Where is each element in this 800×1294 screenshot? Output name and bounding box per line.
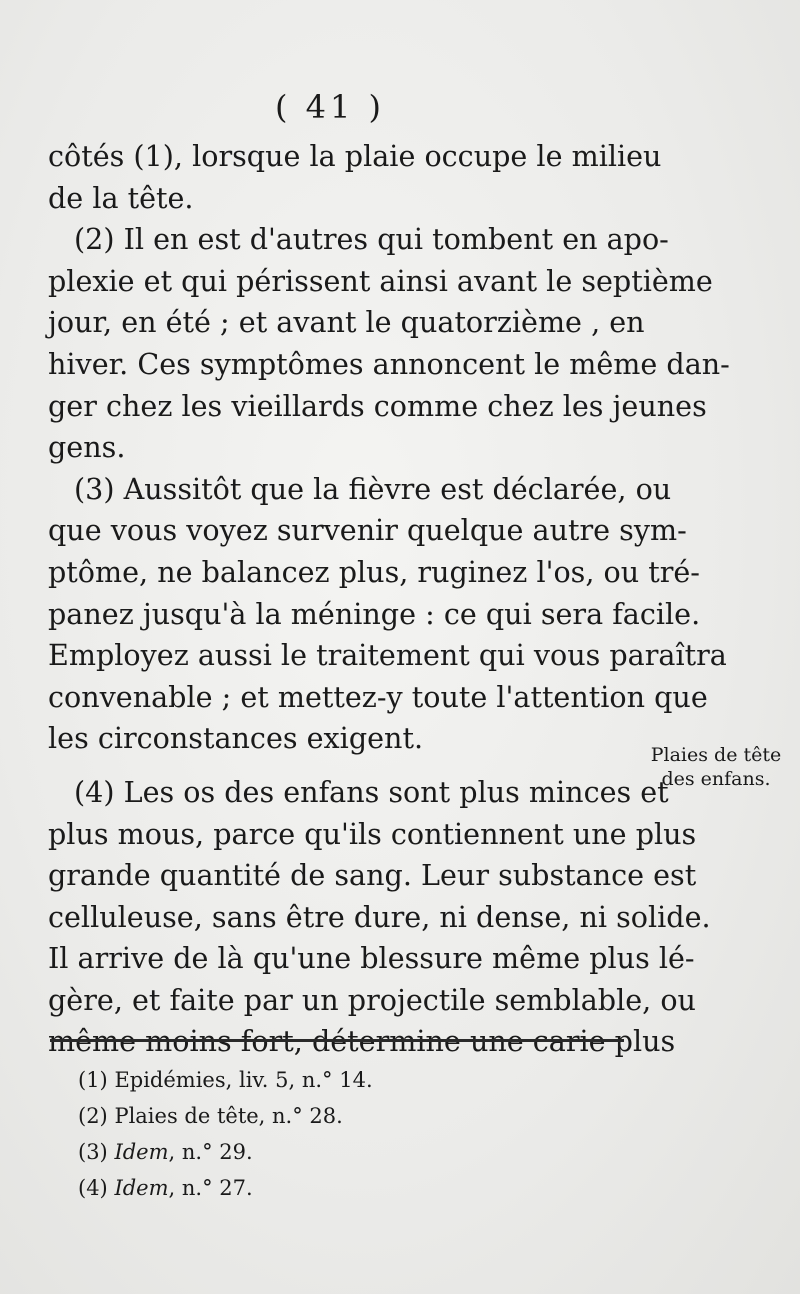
text-line: ptôme, ne balancez plus, ruginez l'os, ou tré- [48,554,700,589]
page-number: ( 41 ) [274,88,386,126]
text-line: (4) Les os des enfans sont plus minces et [74,774,669,809]
text-line: hiver. Ces symptômes annoncent le même dan- [48,346,730,381]
text-line: plexie et qui périssent ainsi avant le septième [48,263,713,298]
text-line: de la tête. [48,180,194,215]
text-line: (2) Il en est d'autres qui tombent en apo- [74,222,669,257]
footnote-ref: Idem [114,1176,169,1200]
margin-note [636,743,796,791]
footnote-mark: (1) [78,1068,108,1092]
footnote-text: , n.° 27. [168,1176,253,1200]
text-line: Il arrive de là qu'une blessure même plus lé- [48,941,695,976]
text-line: plus mous, parce qu'ils contiennent une plus [48,816,697,851]
text-line: celluleuse, sans être dure, ni dense, ni solide. [48,899,711,934]
footnote-ref: Idem [114,1140,169,1164]
text-line: grande quantité de sang. Leur substance est [48,858,697,893]
footnotes [78,1062,578,1206]
text-line: même moins fort, détermine une carie plus [48,1024,676,1059]
margin-note-line: Plaies de tête [650,744,782,766]
margin-note-line: des enfans. [661,768,771,790]
footnote-text: , n.° 29. [168,1140,253,1164]
footnote-text: Epidémies, liv. 5, n.° 14. [114,1068,373,1092]
footnote-4 [78,1170,578,1206]
footnote-rule [50,1039,624,1042]
text-line: que vous voyez survenir quelque autre sym- [48,513,687,548]
footnote-text: Plaies de tête, n.° 28. [114,1104,343,1128]
text-line: jour, en été ; et avant le quatorzième , en [48,305,645,340]
text-line: panez jusqu'à la méninge : ce qui sera facile. [48,596,701,631]
text-line: gens. [48,430,126,465]
text-line: Employez aussi le traitement qui vous paraîtra [48,638,727,673]
text-line: les circonstances exigent. [48,721,424,756]
footnote-1 [78,1062,578,1098]
text-line: côtés (1), lorsque la plaie occupe le milieu [48,139,662,173]
text-line: gère, et faite par un projectile semblable, ou [48,982,696,1017]
text-line: convenable ; et mettez-y toute l'attention que [48,679,708,714]
footnote-3 [78,1134,578,1170]
text-line: (3) Aussitôt que la fièvre est déclarée, ou [74,471,672,506]
footnote-2 [78,1098,578,1134]
footnote-mark: (4) [78,1176,108,1200]
text-line: ger chez les vieillards comme chez les jeunes [48,388,707,423]
footnote-mark: (2) [78,1104,108,1128]
footnote-mark: (3) [78,1140,108,1164]
paragraph-gap [48,760,622,772]
